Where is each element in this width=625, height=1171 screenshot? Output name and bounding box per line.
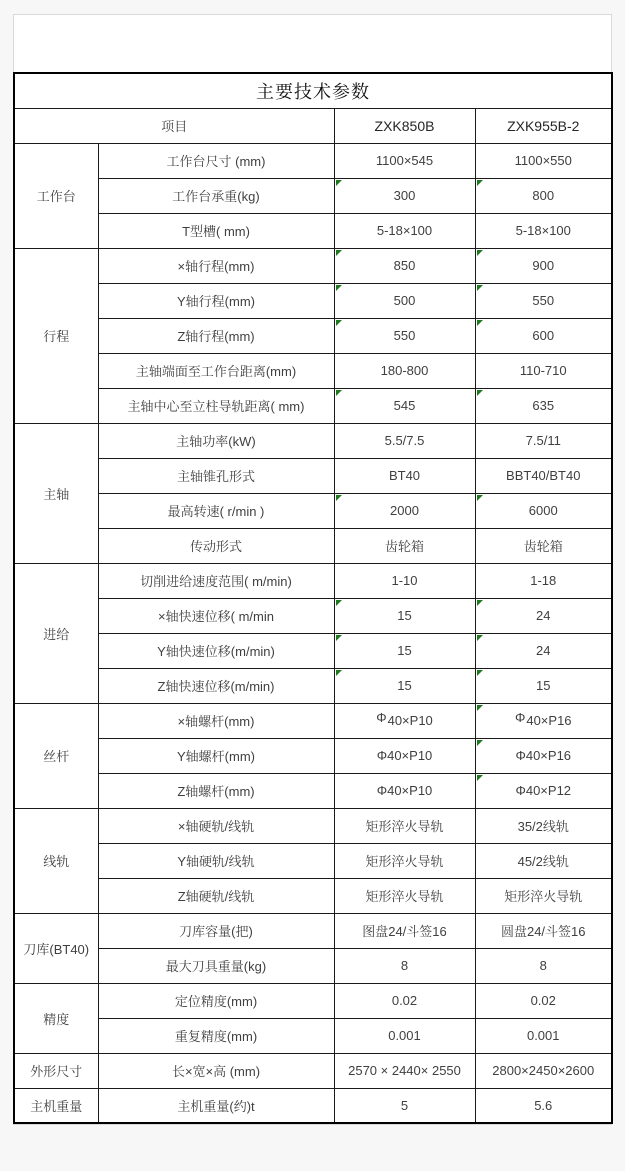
value-cell-model-2: 24 — [475, 598, 612, 633]
spec-row — [14, 598, 612, 633]
value-cell-model-2: 24 — [475, 633, 612, 668]
spec-table — [13, 72, 613, 1124]
value-cell-model-1: 0.02 — [334, 983, 475, 1018]
spec-panel — [13, 14, 612, 1125]
spec-row — [14, 143, 612, 178]
value-cell-model-1: 300 — [334, 178, 475, 213]
item-label: 主轴锥孔形式 — [98, 458, 334, 493]
value-cell-model-2: 1-18 — [475, 563, 612, 598]
item-label: ×轴螺杆(mm) — [98, 703, 334, 738]
cell-corner-marker-icon — [477, 740, 483, 746]
item-label: T型槽( mm) — [98, 213, 334, 248]
group-label: 线轨 — [14, 808, 98, 913]
spec-row — [14, 353, 612, 388]
item-label: Z轴螺杆(mm) — [98, 773, 334, 808]
spec-row — [14, 563, 612, 598]
value-cell-model-1: 矩形淬火导轨 — [334, 808, 475, 843]
group-label: 刀库(BT40) — [14, 913, 98, 983]
table-title: 主要技术参数 — [14, 73, 612, 108]
value-cell-model-2: 35/2线轨 — [475, 808, 612, 843]
value-cell-model-1: 15 — [334, 633, 475, 668]
group-label: 工作台 — [14, 143, 98, 248]
spec-row — [14, 738, 612, 773]
value-cell-model-2: 45/2线轨 — [475, 843, 612, 878]
value-cell-model-1: 850 — [334, 248, 475, 283]
spec-row — [14, 668, 612, 703]
spec-row — [14, 1018, 612, 1053]
value-cell-model-1: 齿轮箱 — [334, 528, 475, 563]
spec-row — [14, 808, 612, 843]
spec-row — [14, 913, 612, 948]
spec-row — [14, 948, 612, 983]
cell-corner-marker-icon — [336, 320, 342, 326]
value-cell-model-2: Φ40×P16 — [475, 738, 612, 773]
value-cell-model-1: BT40 — [334, 458, 475, 493]
cell-corner-marker-icon — [477, 600, 483, 606]
item-label: 刀库容量(把) — [98, 913, 334, 948]
value-cell-model-2: 0.02 — [475, 983, 612, 1018]
value-cell-model-1: 矩形淬火导轨 — [334, 878, 475, 913]
item-label: 主轴功率(kW) — [98, 423, 334, 458]
value-cell-model-2: 7.5/11 — [475, 423, 612, 458]
cell-corner-marker-icon — [477, 320, 483, 326]
value-cell-model-2: 600 — [475, 318, 612, 353]
value-cell-model-2: 8 — [475, 948, 612, 983]
spec-row — [14, 703, 612, 738]
cell-corner-marker-icon — [477, 390, 483, 396]
value-cell-model-2: 1100×550 — [475, 143, 612, 178]
value-cell-model-2: 齿轮箱 — [475, 528, 612, 563]
phi-symbol: Φ — [376, 710, 387, 725]
item-label: Y轴硬轨/线轨 — [98, 843, 334, 878]
value-cell-model-2: 900 — [475, 248, 612, 283]
column-header-model-1: ZXK850B — [334, 108, 475, 143]
value-cell-model-2: 110-710 — [475, 353, 612, 388]
cell-corner-marker-icon — [477, 285, 483, 291]
spec-row — [14, 633, 612, 668]
value-cell-model-2: 635 — [475, 388, 612, 423]
value-cell-model-1: 图盘24/斗签16 — [334, 913, 475, 948]
spec-row — [14, 1088, 612, 1123]
item-label: 切削进给速度范围( m/min) — [98, 563, 334, 598]
item-label: Z轴快速位移(m/min) — [98, 668, 334, 703]
value-cell-model-2: 2800×2450×2600 — [475, 1053, 612, 1088]
spec-row — [14, 423, 612, 458]
cell-corner-marker-icon — [477, 495, 483, 501]
cell-corner-marker-icon — [477, 705, 483, 711]
spec-row — [14, 843, 612, 878]
cell-corner-marker-icon — [477, 635, 483, 641]
spec-row — [14, 248, 612, 283]
group-label: 主机重量 — [14, 1088, 98, 1123]
table-title-row — [14, 73, 612, 108]
cell-corner-marker-icon — [336, 495, 342, 501]
item-label: ×轴快速位移( m/min — [98, 598, 334, 633]
empty-header-area — [14, 15, 611, 72]
group-label: 精度 — [14, 983, 98, 1053]
value-cell-model-2: 矩形淬火导轨 — [475, 878, 612, 913]
cell-corner-marker-icon — [336, 180, 342, 186]
spec-row — [14, 983, 612, 1018]
value-cell-model-1: 8 — [334, 948, 475, 983]
spec-row — [14, 283, 612, 318]
item-label: ×轴行程(mm) — [98, 248, 334, 283]
group-label: 丝杆 — [14, 703, 98, 808]
value-cell-model-2: 圆盘24/斗签16 — [475, 913, 612, 948]
spec-row — [14, 458, 612, 493]
value-cell-model-1: Φ40×P10 — [334, 773, 475, 808]
group-label: 进给 — [14, 563, 98, 703]
cell-corner-marker-icon — [336, 390, 342, 396]
value-cell-model-1: 2570 × 2440× 2550 — [334, 1053, 475, 1088]
cell-corner-marker-icon — [336, 600, 342, 606]
value-cell-model-1: 550 — [334, 318, 475, 353]
spec-row — [14, 318, 612, 353]
value-cell-model-2: 0.001 — [475, 1018, 612, 1053]
value-cell-model-1: 5 — [334, 1088, 475, 1123]
value-cell-model-2: 5.6 — [475, 1088, 612, 1123]
phi-symbol: Φ — [514, 710, 526, 725]
cell-corner-marker-icon — [477, 670, 483, 676]
cell-corner-marker-icon — [336, 285, 342, 291]
spec-row — [14, 878, 612, 913]
value-cell-model-1: Φ40×P10 — [334, 738, 475, 773]
item-label: 定位精度(mm) — [98, 983, 334, 1018]
value-cell-model-1: 1100×545 — [334, 143, 475, 178]
value-cell-model-2: 15 — [475, 668, 612, 703]
value-cell-model-1: 5-18×100 — [334, 213, 475, 248]
item-label: 工作台承重(kg) — [98, 178, 334, 213]
item-label: 主机重量(约)t — [98, 1088, 334, 1123]
group-label: 外形尺寸 — [14, 1053, 98, 1088]
value-cell-model-1: 1-10 — [334, 563, 475, 598]
item-label: Y轴行程(mm) — [98, 283, 334, 318]
spec-row — [14, 493, 612, 528]
value-cell-model-2: 550 — [475, 283, 612, 318]
item-label: 传动形式 — [98, 528, 334, 563]
value-cell-model-1: 545 — [334, 388, 475, 423]
group-label: 主轴 — [14, 423, 98, 563]
spec-row — [14, 528, 612, 563]
value-cell-model-1: 5.5/7.5 — [334, 423, 475, 458]
value-cell-model-2: 5-18×100 — [475, 213, 612, 248]
value-cell-model-1: 15 — [334, 598, 475, 633]
spec-table-body — [14, 143, 612, 1123]
spec-row — [14, 773, 612, 808]
cell-corner-marker-icon — [477, 250, 483, 256]
column-header-model-2: ZXK955B-2 — [475, 108, 612, 143]
group-label: 行程 — [14, 248, 98, 423]
item-label: 最高转速( r/min ) — [98, 493, 334, 528]
column-header-item: 项目 — [14, 108, 334, 143]
item-label: 重复精度(mm) — [98, 1018, 334, 1053]
table-header-row — [14, 108, 612, 143]
spec-row — [14, 388, 612, 423]
item-label: 主轴中心至立柱导轨距离( mm) — [98, 388, 334, 423]
item-label: ×轴硬轨/线轨 — [98, 808, 334, 843]
cell-corner-marker-icon — [336, 670, 342, 676]
value-cell-model-1: 180-800 — [334, 353, 475, 388]
value-cell-model-1: 500 — [334, 283, 475, 318]
value-cell-model-1: 15 — [334, 668, 475, 703]
item-label: 最大刀具重量(kg) — [98, 948, 334, 983]
cell-corner-marker-icon — [477, 180, 483, 186]
value-cell-model-1: 2000 — [334, 493, 475, 528]
item-label: Z轴行程(mm) — [98, 318, 334, 353]
spec-row — [14, 1053, 612, 1088]
value-cell-model-1: 0.001 — [334, 1018, 475, 1053]
item-label: Y轴快速位移(m/min) — [98, 633, 334, 668]
cell-corner-marker-icon — [477, 775, 483, 781]
value-cell-model-1: 矩形淬火导轨 — [334, 843, 475, 878]
item-label: 长×宽×高 (mm) — [98, 1053, 334, 1088]
spec-row — [14, 213, 612, 248]
value-cell-model-2: BBT40/BT40 — [475, 458, 612, 493]
item-label: Z轴硬轨/线轨 — [98, 878, 334, 913]
spec-row — [14, 178, 612, 213]
item-label: Y轴螺杆(mm) — [98, 738, 334, 773]
value-cell-model-2: 800 — [475, 178, 612, 213]
cell-corner-marker-icon — [336, 250, 342, 256]
value-cell-model-1: Φ40×P10 — [334, 703, 475, 738]
value-cell-model-2: Φ40×P12 — [475, 773, 612, 808]
item-label: 主轴端面至工作台距离(mm) — [98, 353, 334, 388]
value-cell-model-2: 6000 — [475, 493, 612, 528]
value-cell-model-2: Φ40×P16 — [475, 703, 612, 738]
cell-corner-marker-icon — [336, 635, 342, 641]
item-label: 工作台尺寸 (mm) — [98, 143, 334, 178]
